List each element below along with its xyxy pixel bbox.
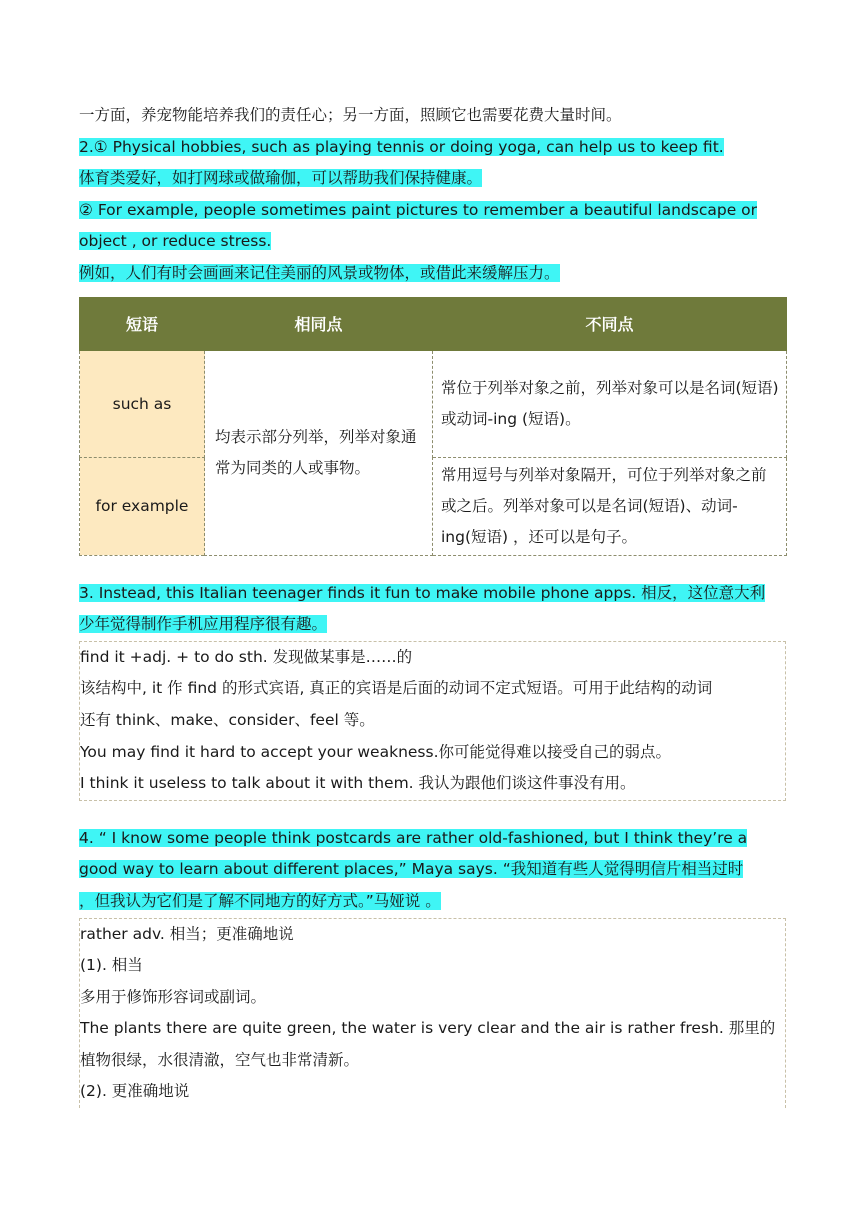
- difference-for-example: 常用逗号与列举对象隔开，可位于列举对象之前或之后。列举对象可以是名词(短语)、动词-ing(短语) ，还可以是句子。: [433, 457, 787, 555]
- s3-heading-2: 少年觉得制作手机应用程序很有趣。: [79, 615, 328, 634]
- s3-note: I think it useless to talk about it with them. 我认为跟他们谈这件事没有用。: [80, 774, 636, 793]
- s4-note: (1). 相当: [80, 956, 143, 975]
- header-difference: 不同点: [433, 297, 787, 350]
- s4-notes-box: [79, 918, 786, 1109]
- difference-such-as: 常位于列举对象之前，列举对象可以是名词(短语)或动词-ing (短语)。: [433, 350, 787, 457]
- term-such-as: such as: [80, 350, 205, 457]
- s4-heading-1: 4. “ I know some people think postcards are rather old-fashioned, but I think they’re a: [79, 828, 748, 847]
- s2-english-2b: object , or reduce stress.: [79, 232, 272, 251]
- s4-note: 植物很绿，水很清澈，空气也非常清新。: [80, 1050, 360, 1069]
- section-2: [79, 132, 786, 290]
- s3-note: 该结构中, it 作 find 的形式宾语, 真正的宾语是后面的动词不定式短语。可用于此结构的动词: [80, 679, 713, 698]
- s3-notes-box: [79, 641, 786, 801]
- document-page: [79, 100, 786, 1108]
- s4-heading-3: ，但我认为它们是了解不同地方的好方式。”马娅说 。: [79, 891, 441, 910]
- s4-note: 多用于修饰形容词或副词。: [80, 987, 267, 1006]
- s3-note: 还有 think、make、consider、feel 等。: [80, 710, 375, 729]
- s2-english-1: 2.① Physical hobbies, such as playing tennis or doing yoga, can help us to keep fit.: [79, 137, 724, 156]
- header-phrase: 短语: [80, 297, 205, 350]
- s2-english-2a: ② For example, people sometimes paint pictures to remember a beautiful landscape or: [79, 200, 758, 219]
- term-for-example: for example: [80, 457, 205, 555]
- s4-note: The plants there are quite green, the water is very clear and the air is rather fresh. 那里的: [80, 1019, 776, 1038]
- s2-chinese-2: 例如，人们有时会画画来记住美丽的风景或物体，或借此来缓解压力。: [79, 263, 560, 282]
- similarity-cell: 均表示部分列举，列举对象通常为同类的人或事物。: [205, 350, 433, 555]
- section-4: [79, 823, 786, 1108]
- comparison-table: [79, 297, 787, 556]
- s3-note: find it +adj. + to do sth. 发现做某事是……的: [80, 647, 413, 666]
- s3-note: You may find it hard to accept your weakness.你可能觉得难以接受自己的弱点。: [80, 742, 672, 761]
- s4-note: rather adv. 相当；更准确地说: [80, 924, 294, 943]
- s2-chinese-1: 体育类爱好，如打网球或做瑜伽，可以帮助我们保持健康。: [79, 169, 483, 188]
- s4-note: (2). 更准确地说: [80, 1082, 190, 1101]
- header-similarity: 相同点: [205, 297, 433, 350]
- section-3: [79, 578, 786, 801]
- s3-heading-1: 3. Instead, this Italian teenager finds it fun to make mobile phone apps. 相反，这位意大利: [79, 583, 766, 602]
- s4-heading-2: good way to learn about different places,” Maya says. “我知道有些人觉得明信片相当过时: [79, 860, 744, 879]
- intro-line: 一方面，养宠物能培养我们的责任心；另一方面，照顾它也需要花费大量时间。: [79, 106, 622, 124]
